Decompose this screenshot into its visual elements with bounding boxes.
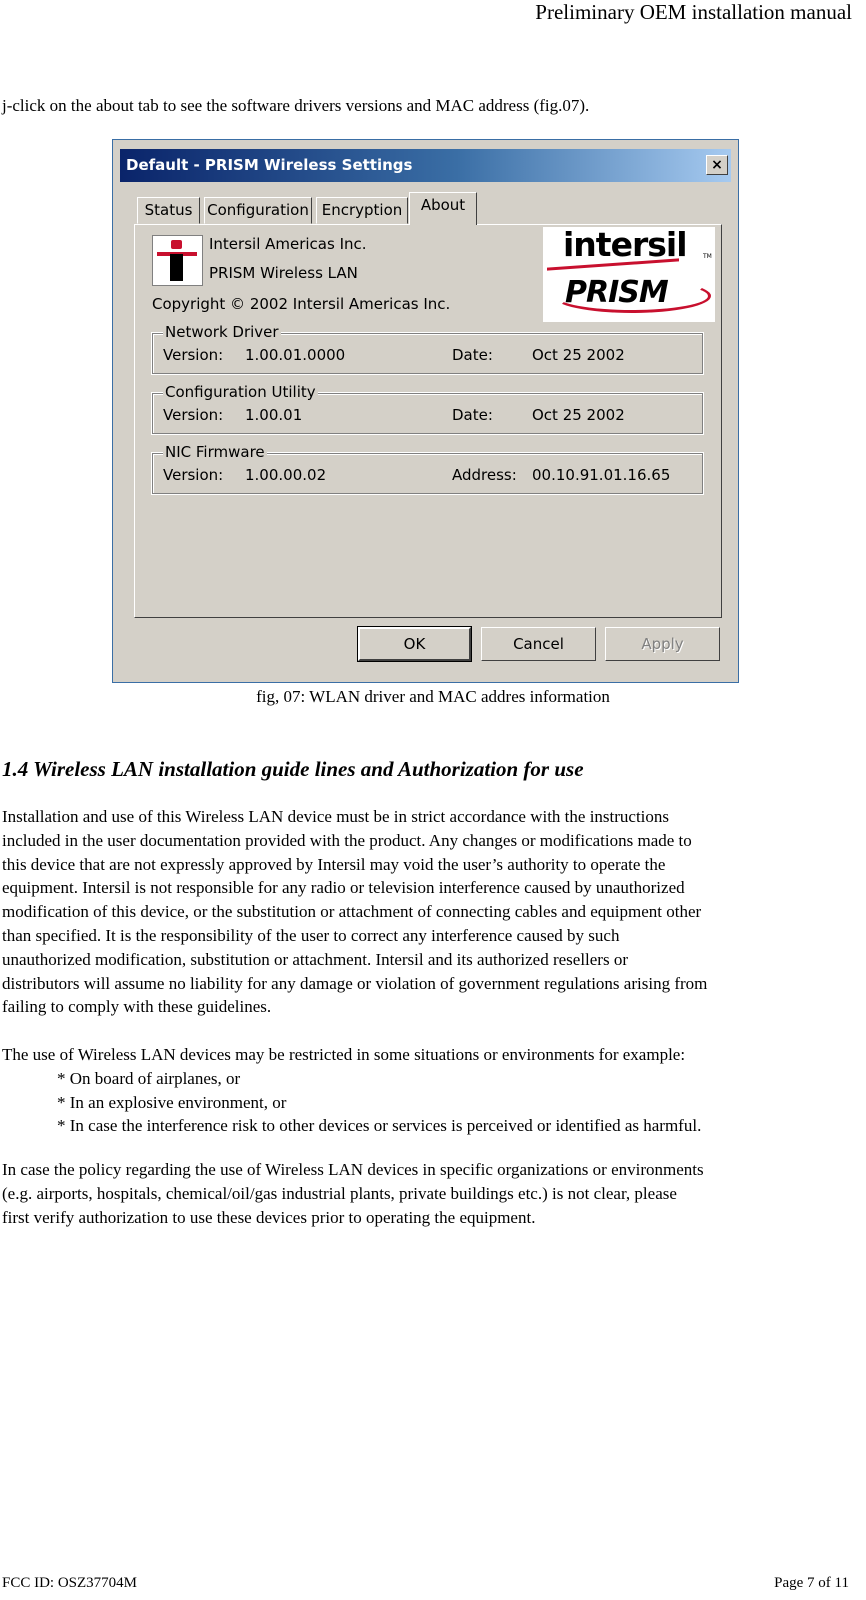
paragraph-installation: [2, 805, 862, 1019]
version-label: Version:: [163, 346, 224, 364]
group-label: Network Driver: [165, 323, 279, 341]
network-driver-group: [152, 323, 703, 374]
text-line: The use of Wireless LAN devices may be restricted in some situations or environments for example:: [2, 1045, 686, 1064]
company-name: Intersil Americas Inc.: [209, 235, 367, 253]
group-label: Configuration Utility: [165, 383, 316, 401]
page-number: Page 7 of 11: [774, 1575, 849, 1591]
address-label: Address:: [452, 466, 517, 484]
intersil-wordmark: intersil: [563, 225, 687, 264]
prism-wordmark: PRISM: [565, 275, 668, 310]
paragraph-restrictions: [2, 1043, 862, 1138]
intersil-prism-logo: [543, 227, 715, 322]
version-label: Version:: [163, 406, 224, 424]
driver-version-value: 1.00.01.0000: [245, 346, 346, 364]
dialog-title: Default - PRISM Wireless Settings: [126, 156, 413, 174]
title-bar[interactable]: [120, 149, 731, 182]
product-name: PRISM Wireless LAN: [209, 264, 358, 282]
section-heading: 1.4 Wireless LAN installation guide lines and Authorization for use: [2, 757, 584, 781]
firmware-version-value: 1.00.00.02: [245, 466, 327, 484]
fcc-id: FCC ID: OSZ37704M: [2, 1575, 138, 1591]
nic-firmware-group: [152, 443, 703, 494]
utility-date-value: Oct 25 2002: [532, 406, 625, 424]
copyright-text: Copyright © 2002 Intersil Americas Inc.: [152, 295, 451, 313]
list-item: * On board of airplanes, or: [57, 1068, 241, 1088]
prism-settings-dialog: [112, 139, 739, 683]
cancel-button[interactable]: Cancel: [481, 627, 596, 661]
group-label: NIC Firmware: [165, 443, 265, 461]
list-item: * In case the interference risk to other devices or services is perceived or identified as harmful.: [57, 1116, 702, 1136]
apply-button[interactable]: Apply: [605, 627, 720, 661]
text-line: modification of this device, or the substitution or attachment of connecting cables and equipment other: [2, 902, 702, 922]
text-line: unauthorized modification, substitution or attachment. Intersil and its authorized resellers or: [2, 949, 628, 969]
page-header: Preliminary OEM installation manual: [535, 0, 852, 24]
utility-version-value: 1.00.01: [245, 406, 303, 424]
figure-caption: fig, 07: WLAN driver and MAC addres information: [256, 687, 610, 706]
text-line: than specified. It is the responsibility of the user to correct any interference caused by such: [2, 925, 620, 945]
ok-button[interactable]: OK: [358, 627, 471, 661]
text-line: In case the policy regarding the use of Wireless LAN devices in specific organizations or environments: [2, 1160, 704, 1179]
text-line: Installation and use of this Wireless LAN device must be in strict accordance with the instructions: [2, 807, 670, 826]
about-panel: [134, 224, 722, 618]
tab-encryption[interactable]: Encryption: [316, 197, 408, 224]
close-icon[interactable]: ×: [706, 155, 728, 175]
version-label: Version:: [163, 466, 224, 484]
list-item: * In an explosive environment, or: [57, 1092, 287, 1112]
text-line: (e.g. airports, hospitals, chemical/oil/gas industrial plants, private buildings etc.) is not clear, please: [2, 1183, 677, 1203]
date-label: Date:: [452, 346, 493, 364]
text-line: distributors will assume no liability for any damage or violation of government regulations arising from: [2, 973, 708, 993]
text-line: included in the user documentation provided with the product. Any changes or modifications made to: [2, 830, 692, 850]
paragraph-policy: [2, 1158, 862, 1229]
text-line: equipment. Intersil is not responsible for any radio or television interference caused by unauthorized: [2, 878, 685, 898]
text-line: this device that are not expressly approved by Intersil may void the user’s authority to operate the: [2, 854, 666, 874]
intro-text: j-click on the about tab to see the software drivers versions and MAC address (fig.07).: [2, 96, 590, 115]
trademark-mark: TM: [703, 253, 712, 260]
intersil-i-logo: [152, 235, 203, 286]
text-line: failing to comply with these guidelines.: [2, 997, 272, 1017]
text-line: first verify authorization to use these devices prior to operating the equipment.: [2, 1207, 536, 1227]
driver-date-value: Oct 25 2002: [532, 346, 625, 364]
date-label: Date:: [452, 406, 493, 424]
tab-about[interactable]: About: [409, 192, 477, 225]
tab-configuration[interactable]: Configuration: [204, 197, 312, 224]
tab-status[interactable]: Status: [137, 197, 200, 224]
mac-address-value: 00.10.91.01.16.65: [532, 466, 671, 484]
configuration-utility-group: [152, 383, 703, 434]
